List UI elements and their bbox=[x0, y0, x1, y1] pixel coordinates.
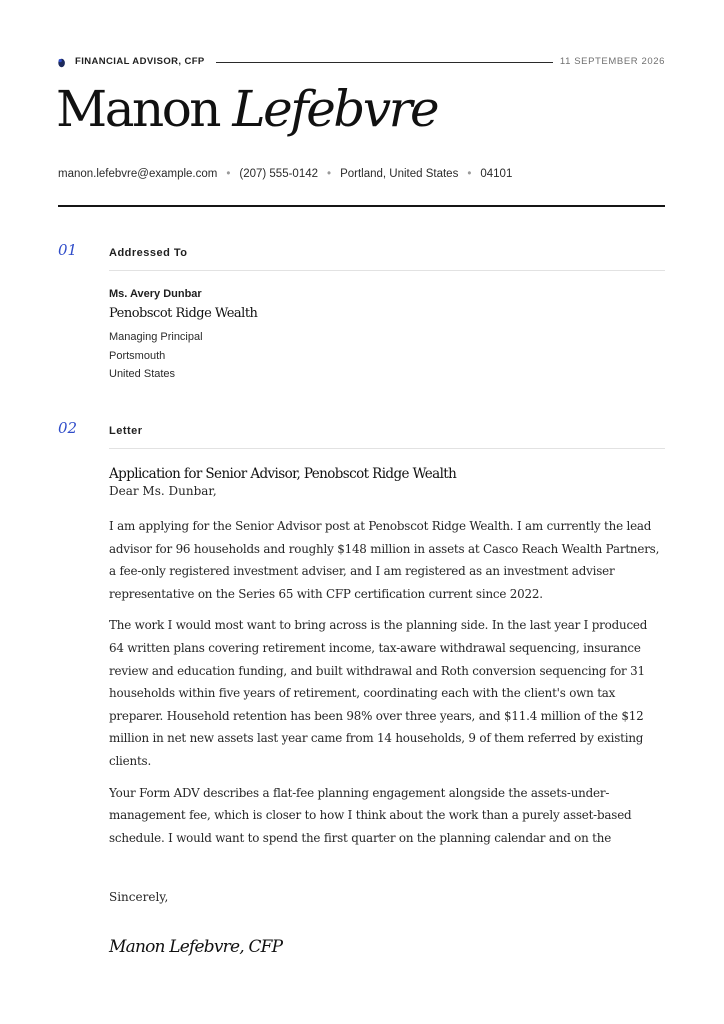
recipient-block bbox=[109, 288, 665, 384]
separator-dot: • bbox=[467, 168, 472, 180]
role-label: FINANCIAL ADVISOR, CFP bbox=[75, 56, 205, 67]
contact-line bbox=[58, 168, 512, 180]
recipient-city: Portsmouth bbox=[109, 349, 166, 362]
recipient-company: Penobscot Ridge Wealth bbox=[109, 306, 258, 321]
letter-date: 11 SEPTEMBER 2026 bbox=[559, 56, 665, 67]
letter-paragraph: I am applying for the Senior Advisor post at Penobscot Ridge Wealth. I am currently the lead advisor for 96 households and roughly $148 million in assets at Casco Reach Wealth Partners, a fee-only registered investment adviser, and I am registered as an investment adviser representative on the Series 65 with CFP certification current since 2022. bbox=[109, 519, 660, 601]
section-divider bbox=[109, 448, 665, 449]
letter-subject: Application for Senior Advisor, Penobscot Ridge Wealth bbox=[109, 466, 457, 482]
section-number-addressed: 01 bbox=[58, 241, 78, 259]
section-title-addressed: Addressed To bbox=[109, 247, 188, 259]
location: Portland, United States bbox=[340, 168, 459, 180]
phone-number[interactable]: (207) 555-0142 bbox=[239, 168, 319, 180]
letter-paragraph: Your Form ADV describes a flat-fee planning engagement alongside the assets-under-management fee, which is closer to how I think about the work than a purely asset-based schedule. I would want to spend the first quarter on the planning calendar and on the bbox=[109, 785, 632, 845]
recipient-country: United States bbox=[109, 368, 176, 380]
letter-paragraph: The work I would most want to bring across is the planning side. In the last year I produced 64 written plans covering retirement income, tax-aware withdrawal sequencing, insurance review and education funding, and built withdrawal and Roth conversion sequencing for 31 households within five years of retirement, coordinating each with the client's own tax preparer. Household retention has been 98% over three years, and $11.4 million of the $12 million in net new assets last year came from 14 households, 9 of them referred by existing clients. bbox=[109, 618, 648, 768]
letter-closing: Sincerely, bbox=[109, 890, 169, 904]
last-name: Lefebvre bbox=[232, 80, 438, 138]
recipient-name: Ms. Avery Dunbar bbox=[109, 288, 202, 300]
first-name: Manon bbox=[56, 80, 220, 138]
email-link[interactable]: manon.lefebvre@example.com bbox=[58, 168, 218, 180]
postal-code: 04101 bbox=[480, 168, 513, 180]
header-bar bbox=[58, 55, 665, 69]
header-rule bbox=[58, 205, 665, 207]
letter-signature: Manon Lefebvre, CFP bbox=[109, 937, 283, 957]
recipient-title: Managing Principal bbox=[109, 331, 203, 343]
header-divider bbox=[216, 62, 553, 63]
letter-salutation: Dear Ms. Dunbar, bbox=[109, 484, 217, 498]
section-number-letter: 02 bbox=[58, 419, 78, 437]
author-name bbox=[56, 80, 438, 138]
section-title-letter: Letter bbox=[109, 425, 143, 437]
section-divider bbox=[109, 270, 665, 271]
letter-body bbox=[109, 466, 665, 850]
separator-dot: • bbox=[226, 168, 231, 180]
separator-dot: • bbox=[327, 168, 332, 180]
ink-dot-icon bbox=[58, 58, 66, 68]
